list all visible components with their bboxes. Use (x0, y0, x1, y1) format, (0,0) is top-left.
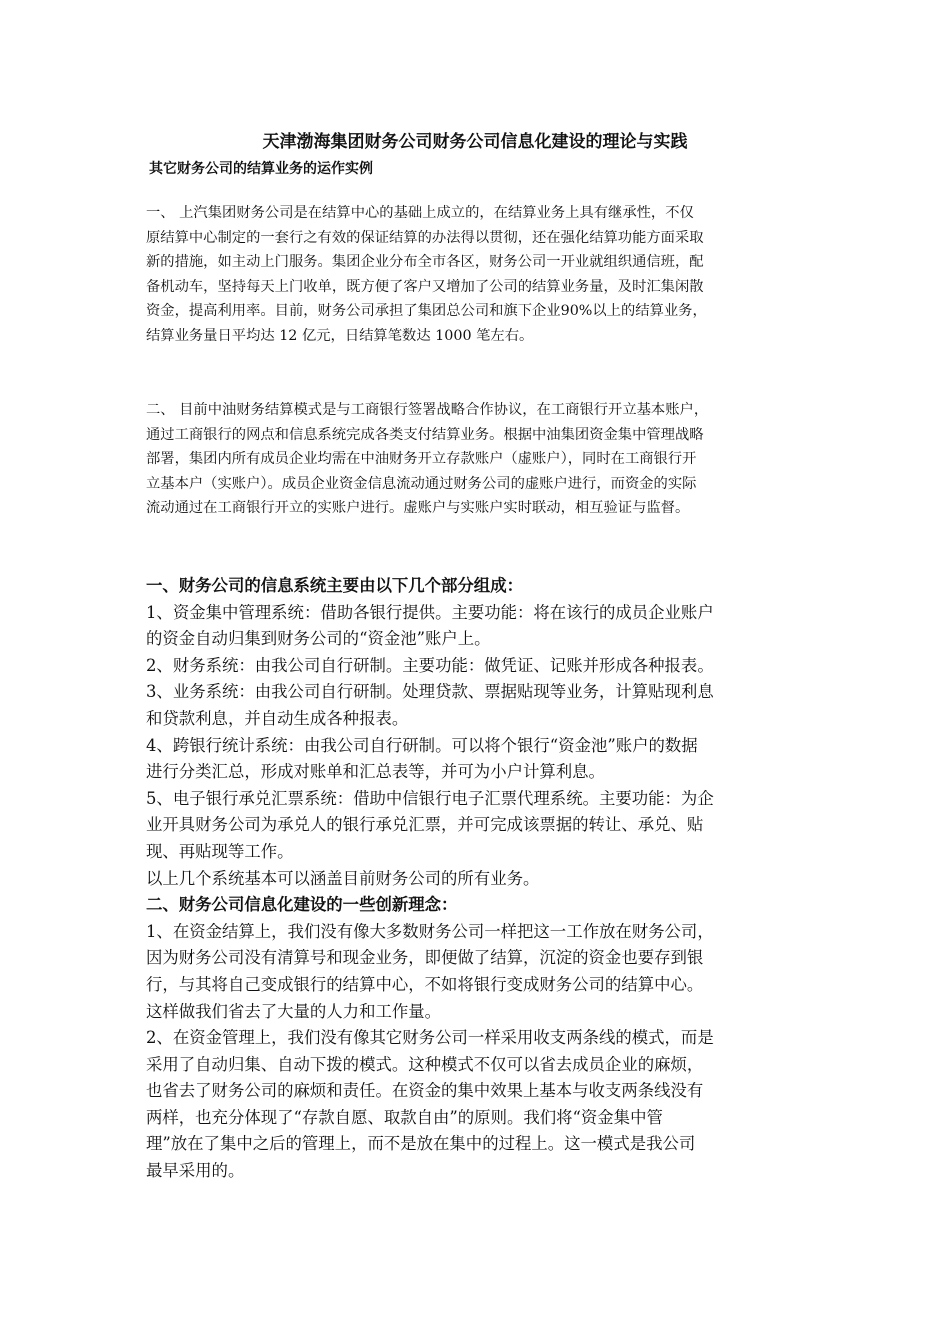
paragraph-line: 资金，提高利用率。目前，财务公司承担了集团总公司和旗下企业90%以上的结算业务， (146, 303, 707, 319)
section-heading-innovation: 二、财务公司信息化建设的一些创新理念： (146, 895, 458, 915)
body-line: 的资金自动归集到财务公司的“资金池”账户上。 (146, 629, 491, 649)
body-line: 这样做我们省去了大量的人力和工作量。 (146, 1001, 442, 1021)
paragraph-cnpc-finance (146, 398, 806, 521)
section-heading-systems: 一、财务公司的信息系统主要由以下几个部分组成： (146, 576, 523, 595)
body-line: 最早采用的。 (146, 1161, 245, 1181)
paragraph-line: 结算业务量日平均达 12 亿元，日结算笔数达 1000 笔左右。 (146, 327, 534, 344)
body-line: 和贷款利息，并自动生成各种报表。 (146, 708, 409, 728)
document-title: 天津渤海集团财务公司财务公司信息化建设的理论与实践 (262, 132, 688, 152)
body-line: 业开具财务公司为承兑人的银行承兑汇票，并可完成该票据的转让、承兑、贴 (146, 815, 704, 835)
body-line: 也省去了财务公司的麻烦和责任。在资金的集中效果上基本与收支两条线没有 (146, 1081, 704, 1101)
paragraph-line: 原结算中心制定的一套行之有效的保证结算的办法得以贯彻，还在强化结算功能方面采取 (146, 229, 704, 246)
body-line: 进行分类汇总，形成对账单和汇总表等，并可为小户计算利息。 (146, 762, 605, 782)
paragraph-line: 一、 上汽集团财务公司是在结算中心的基础上成立的，在结算业务上具有继承性，不仅 (146, 205, 694, 221)
paragraph-line: 流动通过在工商银行开立的实账户进行。虚账户与实账户实时联动，相互验证与监督。 (146, 500, 690, 516)
body-line: 理”放在了集中之后的管理上，而不是放在集中的过程上。这一模式是我公司 (146, 1134, 696, 1154)
body-line: 4、跨银行统计系统：由我公司自行研制。可以将个银行“资金池”账户的数据 (146, 735, 698, 755)
body-line: 因为财务公司没有清算号和现金业务，即便做了结算，沉淀的资金也要存到银 (146, 948, 704, 968)
body-line: 行，与其将自己变成银行的结算中心，不如将银行变成财务公司的结算中心。 (146, 974, 704, 994)
body-line: 两样，也充分体现了“存款自愿、取款自由”的原则。我们将“资金集中管 (146, 1107, 663, 1127)
body-line: 以上几个系统基本可以涵盖目前财务公司的所有业务。 (146, 868, 540, 888)
body-line: 1、资金集中管理系统：借助各银行提供。主要功能：将在该行的成员企业账户 (146, 602, 714, 622)
paragraph-line: 二、 目前中油财务结算模式是与工商银行签署战略合作协议，在工商银行开立基本账户， (146, 402, 709, 418)
body-line: 采用了自动归集、自动下拨的模式。这种模式不仅可以省去成员企业的麻烦， (146, 1054, 704, 1074)
body-line: 2、财务系统：由我公司自行研制。主要功能：做凭证、记账并形成各种报表。 (146, 655, 714, 675)
body-line: 5、电子银行承兑汇票系统：借助中信银行电子汇票代理系统。主要功能：为企 (146, 788, 714, 808)
body-line: 1、在资金结算上，我们没有像大多数财务公司一样把这一工作放在财务公司， (146, 921, 714, 941)
paragraph-line: 立基本户（实账户）。成员企业资金信息流动通过财务公司的虚账户进行，而资金的实际 (146, 475, 697, 492)
body-line: 现、再贴现等工作。 (146, 841, 294, 861)
paragraph-line: 通过工商银行的网点和信息系统完成各类支付结算业务。根据中油集团资金集中管理战略 (146, 426, 704, 443)
paragraph-saic-finance (146, 201, 806, 348)
document-subtitle: 其它财务公司的结算业务的运作实例 (149, 161, 373, 177)
body-line: 2、在资金管理上，我们没有像其它财务公司一样采用收支两条线的模式，而是 (146, 1028, 714, 1048)
body-line: 3、业务系统：由我公司自行研制。处理贷款、票据贴现等业务，计算贴现利息 (146, 682, 714, 702)
paragraph-line: 部署，集团内所有成员企业均需在中油财务开立存款账户（虚账户），同时在工商银行开 (146, 451, 697, 467)
paragraph-line: 备机动车，坚持每天上门收单，既方便了客户又增加了公司的结算业务量，及时汇集闲散 (146, 278, 704, 295)
main-body (146, 573, 816, 1185)
paragraph-line: 新的措施，如主动上门服务。集团企业分布全市各区，财务公司一开业就组织通信班，配 (146, 254, 704, 270)
